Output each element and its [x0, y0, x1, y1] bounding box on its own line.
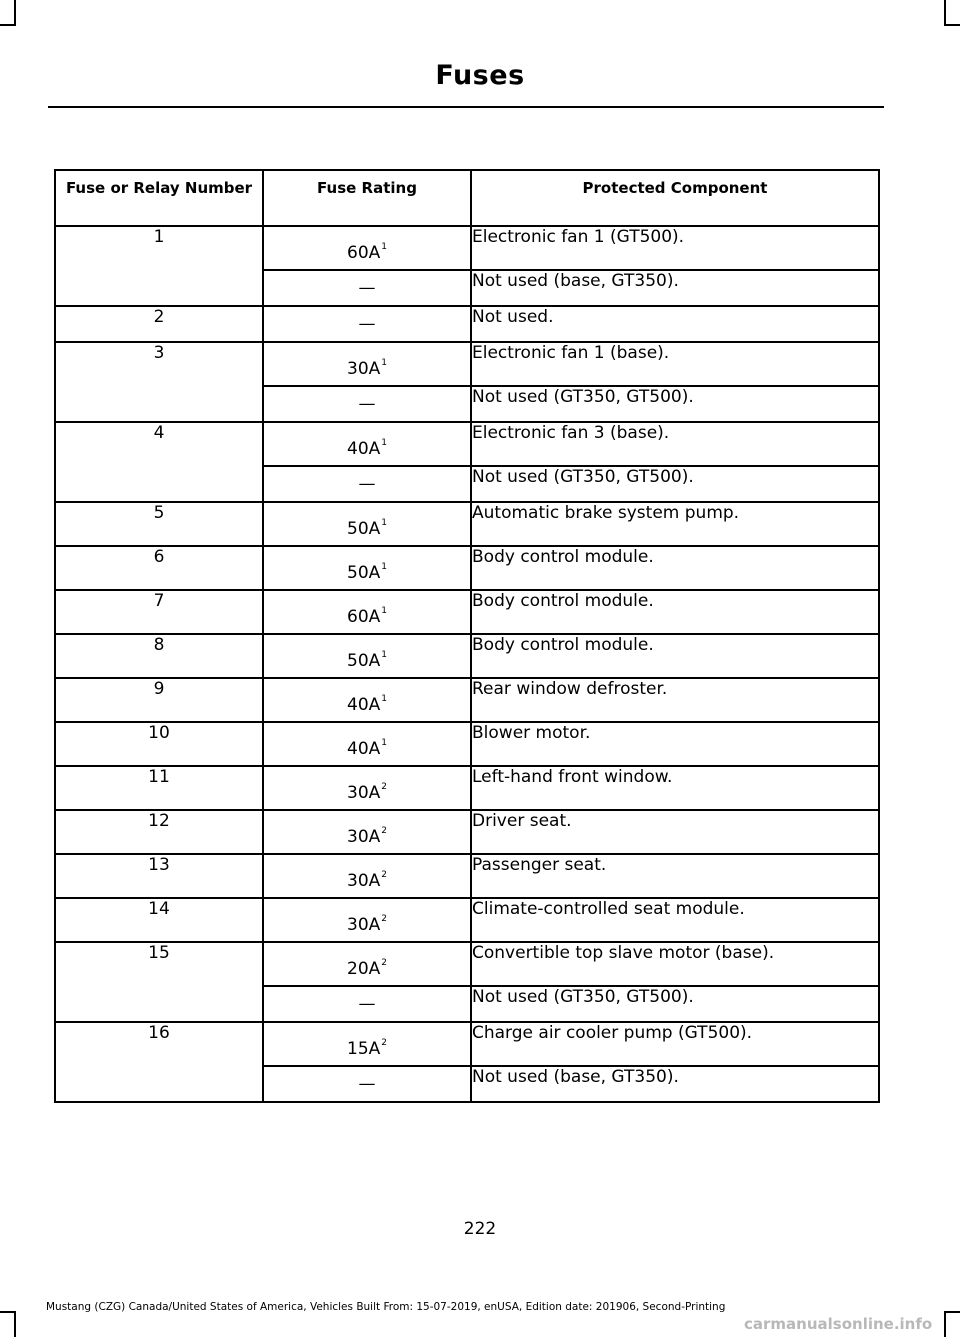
footnote-marker: 1 — [381, 242, 387, 252]
footnote-marker: 1 — [381, 738, 387, 748]
fuse-rating-value: — — [358, 394, 376, 414]
fuse-rating-value: 40A — [347, 739, 381, 759]
fuse-rating-value: — — [358, 474, 376, 494]
footnote-marker: 1 — [381, 694, 387, 704]
fuse-rating-value: 20A — [347, 959, 381, 979]
protected-component-cell: Blower motor. — [471, 722, 879, 766]
column-header-rating: Fuse Rating — [263, 170, 471, 226]
fuse-rating-cell — [263, 634, 471, 678]
page-number: 222 — [463, 1219, 497, 1239]
protected-component-cell: Charge air cooler pump (GT500). — [471, 1022, 879, 1066]
fuse-number-cell: 1 — [55, 226, 263, 306]
table-row — [55, 342, 879, 386]
fuse-rating-cell — [263, 898, 471, 942]
fuse-rating-cell — [263, 306, 471, 342]
protected-component-cell: Convertible top slave motor (base). — [471, 942, 879, 986]
fuse-number-cell: 4 — [55, 422, 263, 502]
fuse-rating-cell — [263, 502, 471, 546]
fuse-rating-value: 50A — [347, 563, 381, 583]
title-divider — [48, 106, 884, 108]
protected-component-cell: Electronic fan 1 (base). — [471, 342, 879, 386]
fuse-rating-value: 30A — [347, 827, 381, 847]
fuse-rating-cell — [263, 1066, 471, 1102]
crop-mark-top-left — [14, 0, 16, 26]
protected-component-cell: Driver seat. — [471, 810, 879, 854]
fuse-rating-value: 40A — [347, 439, 381, 459]
protected-component-cell: Not used (GT350, GT500). — [471, 466, 879, 502]
protected-component-cell: Not used (base, GT350). — [471, 270, 879, 306]
column-header-number: Fuse or Relay Number — [55, 170, 263, 226]
footnote-marker: 1 — [381, 518, 387, 528]
protected-component-cell: Rear window defroster. — [471, 678, 879, 722]
fuse-rating-cell — [263, 342, 471, 386]
footnote-marker: 2 — [381, 870, 387, 880]
protected-component-cell: Climate-controlled seat module. — [471, 898, 879, 942]
protected-component-cell: Automatic brake system pump. — [471, 502, 879, 546]
fuse-number-cell: 8 — [55, 634, 263, 678]
footnote-marker: 2 — [381, 826, 387, 836]
footnote-marker: 2 — [381, 1038, 387, 1048]
crop-mark-bottom-left — [0, 1311, 16, 1313]
fuse-rating-value: 30A — [347, 915, 381, 935]
fuse-rating-value: — — [358, 1074, 376, 1094]
fuse-rating-cell — [263, 722, 471, 766]
footnote-marker: 1 — [381, 606, 387, 616]
protected-component-cell: Not used (base, GT350). — [471, 1066, 879, 1102]
table-row — [55, 942, 879, 986]
protected-component-cell: Passenger seat. — [471, 854, 879, 898]
protected-component-cell: Left-hand front window. — [471, 766, 879, 810]
protected-component-cell: Body control module. — [471, 634, 879, 678]
fuse-rating-value: — — [358, 314, 376, 334]
crop-mark-top-left — [0, 24, 16, 26]
column-header-component: Protected Component — [471, 170, 879, 226]
fuse-table-body — [55, 226, 879, 1102]
page-title: Fuses — [435, 60, 525, 91]
crop-mark-top-right — [944, 0, 946, 26]
fuse-number-cell: 3 — [55, 342, 263, 422]
footnote-marker: 1 — [381, 358, 387, 368]
fuse-rating-value: — — [358, 994, 376, 1014]
fuse-number-cell: 14 — [55, 898, 263, 942]
protected-component-cell: Electronic fan 1 (GT500). — [471, 226, 879, 270]
table-row — [55, 546, 879, 590]
fuse-rating-cell — [263, 466, 471, 502]
table-row — [55, 422, 879, 466]
fuse-number-cell: 9 — [55, 678, 263, 722]
fuse-rating-cell — [263, 942, 471, 986]
footer-text: Mustang (CZG) Canada/United States of America, Vehicles Built From: 15-07-2019, enUSA, Edition date: 201906, Second-Printing — [46, 1301, 726, 1313]
fuse-rating-value: 30A — [347, 783, 381, 803]
table-row — [55, 306, 879, 342]
crop-mark-bottom-right — [944, 1311, 946, 1337]
fuse-rating-cell — [263, 590, 471, 634]
crop-mark-top-right — [944, 24, 960, 26]
fuse-table — [54, 169, 880, 1103]
fuse-rating-cell — [263, 986, 471, 1022]
fuse-rating-value: 50A — [347, 519, 381, 539]
fuse-rating-cell — [263, 854, 471, 898]
protected-component-cell: Body control module. — [471, 546, 879, 590]
table-header-row — [55, 170, 879, 226]
table-row — [55, 766, 879, 810]
fuse-number-cell: 5 — [55, 502, 263, 546]
fuse-rating-value: 60A — [347, 243, 381, 263]
protected-component-cell: Not used (GT350, GT500). — [471, 386, 879, 422]
fuse-rating-value: 30A — [347, 359, 381, 379]
table-row — [55, 898, 879, 942]
table-row — [55, 854, 879, 898]
table-row — [55, 634, 879, 678]
fuse-number-cell: 15 — [55, 942, 263, 1022]
fuse-rating-cell — [263, 678, 471, 722]
table-row — [55, 810, 879, 854]
protected-component-cell: Not used (GT350, GT500). — [471, 986, 879, 1022]
footnote-marker: 2 — [381, 782, 387, 792]
fuse-rating-cell — [263, 386, 471, 422]
crop-mark-bottom-right — [944, 1311, 960, 1313]
protected-component-cell: Not used. — [471, 306, 879, 342]
fuse-rating-value: 40A — [347, 695, 381, 715]
fuse-number-cell: 10 — [55, 722, 263, 766]
fuse-rating-cell — [263, 226, 471, 270]
fuse-rating-value: 30A — [347, 871, 381, 891]
fuse-number-cell: 13 — [55, 854, 263, 898]
watermark: carmanualsonline.info — [744, 1315, 933, 1333]
protected-component-cell: Body control module. — [471, 590, 879, 634]
fuse-number-cell: 12 — [55, 810, 263, 854]
fuse-number-cell: 16 — [55, 1022, 263, 1102]
fuse-rating-value: — — [358, 278, 376, 298]
fuse-rating-cell — [263, 422, 471, 466]
table-row — [55, 502, 879, 546]
footnote-marker: 1 — [381, 650, 387, 660]
fuse-rating-cell — [263, 1022, 471, 1066]
fuse-number-cell: 7 — [55, 590, 263, 634]
fuse-rating-cell — [263, 270, 471, 306]
fuse-rating-value: 15A — [347, 1039, 381, 1059]
table-row — [55, 722, 879, 766]
footnote-marker: 2 — [381, 958, 387, 968]
fuse-rating-cell — [263, 766, 471, 810]
fuse-rating-cell — [263, 546, 471, 590]
table-row — [55, 678, 879, 722]
fuse-number-cell: 2 — [55, 306, 263, 342]
protected-component-cell: Electronic fan 3 (base). — [471, 422, 879, 466]
fuse-number-cell: 11 — [55, 766, 263, 810]
table-row — [55, 226, 879, 270]
fuse-rating-value: 60A — [347, 607, 381, 627]
table-row — [55, 590, 879, 634]
table-row — [55, 1022, 879, 1066]
fuse-rating-value: 50A — [347, 651, 381, 671]
footnote-marker: 2 — [381, 914, 387, 924]
footnote-marker: 1 — [381, 562, 387, 572]
fuse-number-cell: 6 — [55, 546, 263, 590]
footnote-marker: 1 — [381, 438, 387, 448]
fuse-rating-cell — [263, 810, 471, 854]
crop-mark-bottom-left — [14, 1311, 16, 1337]
